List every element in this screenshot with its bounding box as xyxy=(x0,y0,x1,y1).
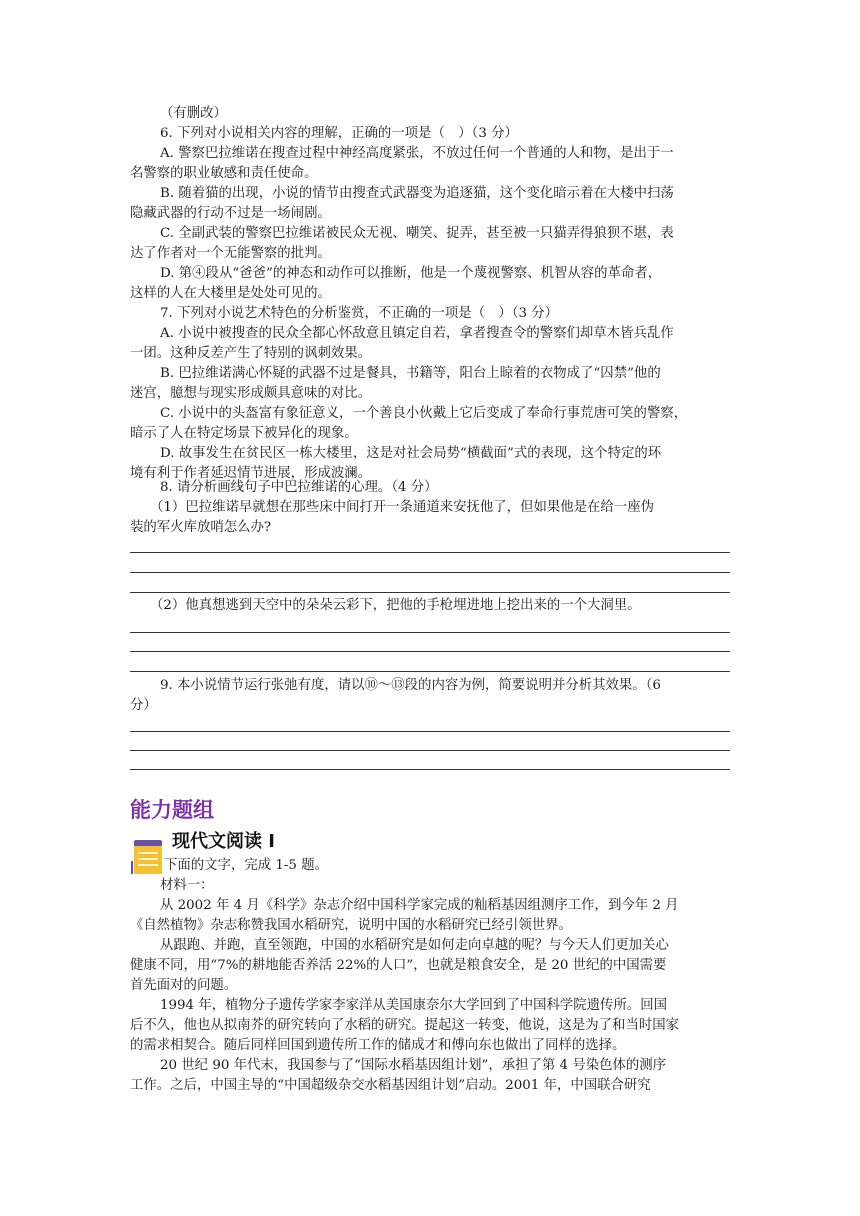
section-title: 能力题组 xyxy=(130,798,214,822)
answer-line xyxy=(130,592,730,593)
paragraph-2-cont: 健康不同，用“7%的耕地能否养活 22%的人口”，也就是粮食安全，是 20 世纪的中国需要 xyxy=(130,958,667,973)
paragraph-3: 1994 年，植物分子遗传学家李家洋从美国康奈尔大学回到了中国科学院遗传所。回国 xyxy=(160,998,668,1013)
paragraph-2: 从跟跑、并跑，直至领跑，中国的水稻研究是如何走向卓越的呢？与今天人们更加关心 xyxy=(160,938,669,953)
paragraph-4-cont: 工作。之后，中国主导的“中国超级杂交水稻基因组计划”启动。2001 年，中国联合研究 xyxy=(130,1078,651,1093)
answer-line xyxy=(130,769,730,770)
question-6-option-b-cont: 隐藏武器的行动不过是一场闹剧。 xyxy=(130,206,331,221)
question-7-option-d: D. 故事发生在贫民区一栋大楼里，这是对社会局势“横截面”式的表现，这个特定的环 xyxy=(160,446,662,461)
question-6-option-c-cont: 达了作者对一个无能警察的批判。 xyxy=(130,246,331,261)
answer-line xyxy=(130,651,730,652)
question-8-part-1: （1）巴拉维诺早就想在那些床中间打开一条通道来安抚他了，但如果他是在给一座伪 xyxy=(150,500,654,515)
question-9-stem-cont: 分） xyxy=(130,698,157,713)
answer-line xyxy=(130,671,730,672)
question-7-option-c-cont: 暗示了人在特定场景下被异化的现象。 xyxy=(130,426,358,441)
question-8-stem: 8. 请分析画线句子中巴拉维诺的心理。（4 分） xyxy=(160,480,438,495)
paragraph-3-cont: 的需求相契合。随后同样回国到遗传所工作的储成才和傅向东也做出了同样的选择。 xyxy=(130,1038,626,1053)
paragraph-1: 从 2002 年 4 月《科学》杂志介绍中国科学家完成的籼稻基因组测序工作，到今年 2 月 xyxy=(160,898,679,913)
question-7-option-a: A. 小说中被搜查的民众全都心怀敌意且镇定自若，拿者搜查令的警察们却草木皆兵乱作 xyxy=(160,326,674,341)
answer-line xyxy=(130,731,730,732)
question-7-option-c: C. 小说中的头盔富有象征意义，一个善良小伙戴上它后变成了奉命行事荒唐可笑的警察， xyxy=(160,406,688,421)
question-6-option-a-cont: 名警察的职业敏感和责任使命。 xyxy=(130,166,318,181)
question-6-option-c: C. 全副武装的警察巴拉维诺被民众无视、嘲笑、捉弄，甚至被一只猫弄得狼狈不堪，表 xyxy=(160,226,674,241)
question-9-stem: 9. 本小说情节运行张弛有度，请以⑩～⑬段的内容为例，简要说明并分析其效果。（6 xyxy=(160,678,661,693)
paragraph-1-cont: 《自然植物》杂志称赞我国水稻研究，说明中国的水稻研究已经引领世界。 xyxy=(130,918,572,933)
source-note: （有删改） xyxy=(160,106,227,121)
paragraph-3-cont: 后不久，他也从拟南芥的研究转向了水稻的研究。提起这一转变，他说，这是为了和当时国家 xyxy=(130,1018,680,1033)
question-8-part-1-cont: 装的军火库放哨怎么办? xyxy=(130,520,272,535)
answer-line xyxy=(130,572,730,573)
question-7-option-d-cont: 境有利于作者延迟情节进展，形成波澜。 xyxy=(130,466,372,481)
question-8-part-2: （2）他真想逃到天空中的朵朵云彩下，把他的手枪埋进地上挖出来的一个大洞里。 xyxy=(150,598,641,613)
question-6-option-b: B. 随着猫的出现，小说的情节由搜查式武器变为追逐猫，这个变化暗示着在大楼中扫荡 xyxy=(160,186,674,201)
question-7-stem: 7. 下列对小说艺术特色的分析鉴赏，不正确的一项是（ ）（3 分） xyxy=(160,306,559,321)
subsection-title: 现代文阅读 I xyxy=(172,831,275,852)
paragraph-2-cont: 首先面对的问题。 xyxy=(130,978,238,993)
question-6-stem: 6. 下列对小说相关内容的理解，正确的一项是（ ）（3 分） xyxy=(160,126,518,141)
answer-line xyxy=(130,750,730,751)
question-6-option-d-cont: 这样的人在大楼里是处处可见的。 xyxy=(130,286,331,301)
question-7-option-b-cont: 迷宫，臆想与现实形成颇具意味的对比。 xyxy=(130,386,372,401)
material-label: 材料一： xyxy=(160,878,214,893)
question-6-option-d: D. 第④段从“爸爸”的神态和动作可以推断，他是一个蔑视警察、机智从容的革命者， xyxy=(160,266,662,281)
book-icon xyxy=(130,837,164,875)
question-6-option-a: A. 警察巴拉维诺在搜查过程中神经高度紧张，不放过任何一个普通的人和物，是出于一 xyxy=(160,146,674,161)
answer-line xyxy=(130,552,730,553)
paragraph-4: 20 世纪 90 年代末，我国参与了“国际水稻基因组计划”，承担了第 4 号染色体的测序 xyxy=(160,1058,667,1073)
reading-instruction: 下面的文字，完成 1-5 题。 xyxy=(164,858,328,873)
answer-line xyxy=(130,632,730,633)
question-7-option-b: B. 巴拉维诺满心怀疑的武器不过是餐具，书籍等，阳台上晾着的衣物成了“囚禁”他的 xyxy=(160,366,661,381)
question-7-option-a-cont: 一团。这种反差产生了特别的讽刺效果。 xyxy=(130,346,372,361)
